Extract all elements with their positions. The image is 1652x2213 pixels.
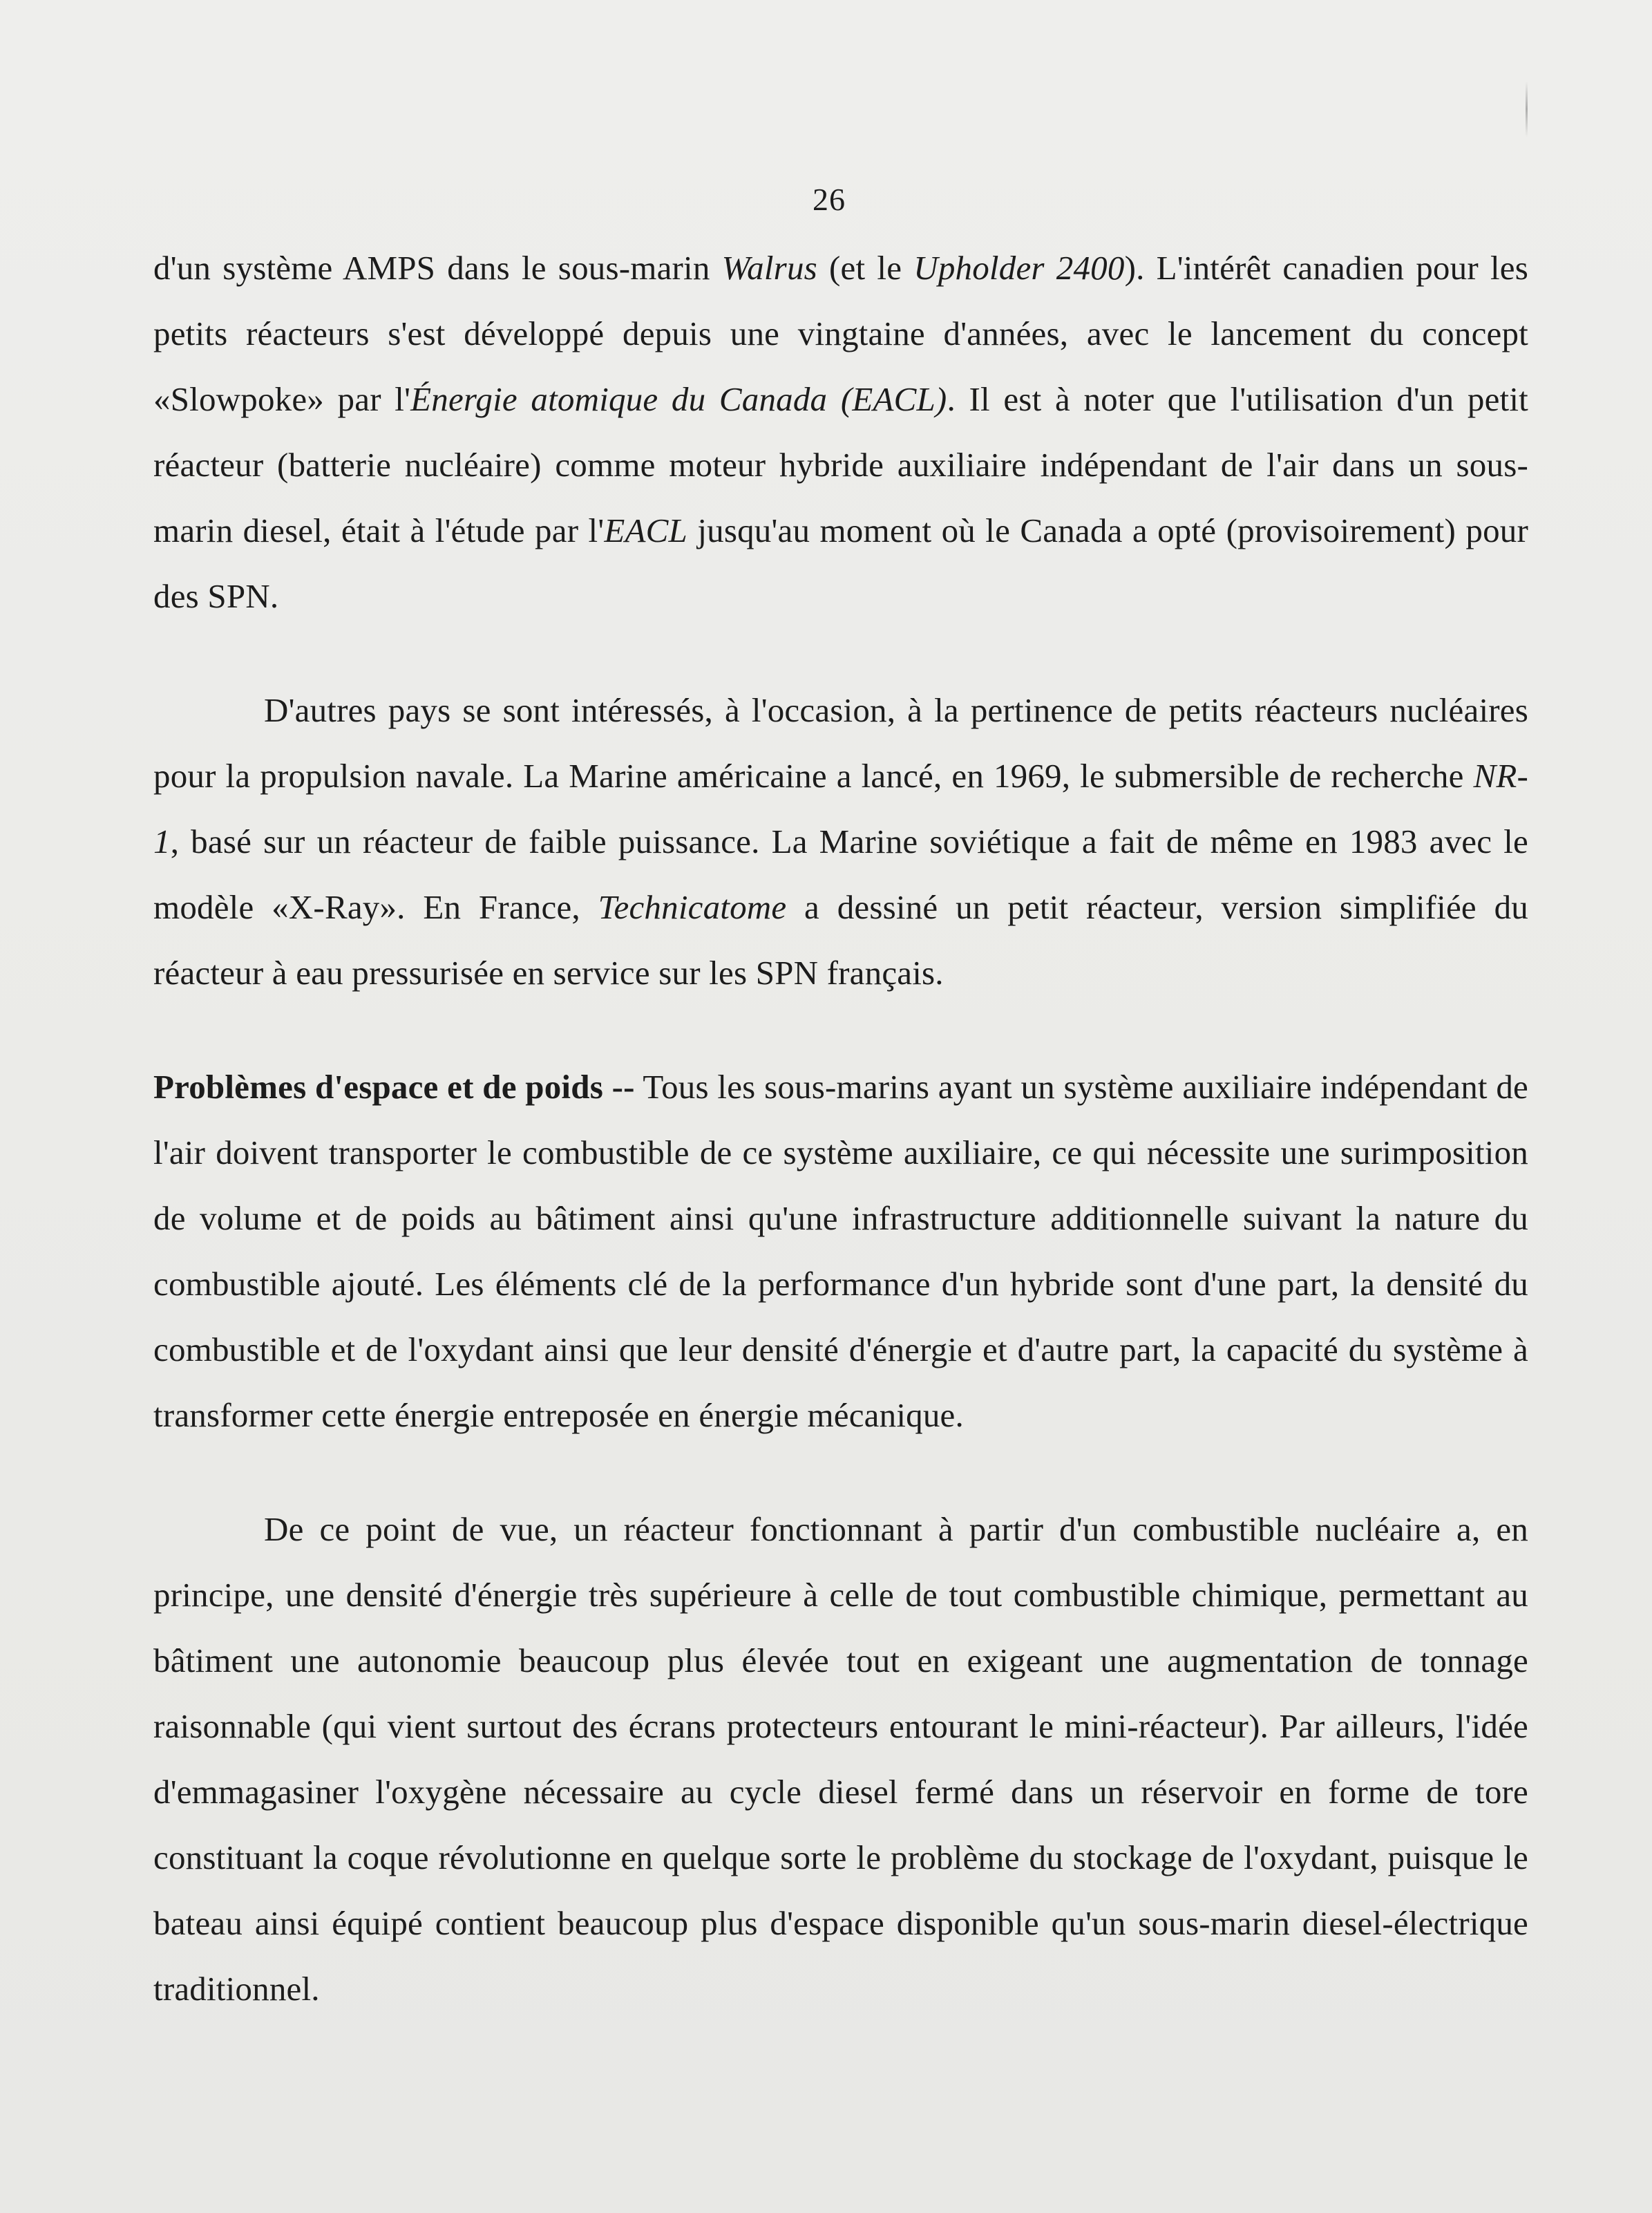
paragraph-1-text-1: d'un système AMPS dans le sous-marin: [153, 249, 722, 287]
scan-margin-mark: [1526, 82, 1528, 137]
paragraph-4: [153, 1496, 1528, 2022]
paragraph-1-italic-4: EACL: [604, 511, 687, 549]
body-text: [153, 235, 1528, 2022]
paragraph-2-italic-1: NR-1: [153, 757, 1528, 860]
paragraph-1-italic-2: Upholder 2400: [913, 249, 1125, 287]
paragraph-3: [153, 1054, 1528, 1448]
paragraph-2-text-1: D'autres pays se sont intéressés, à l'occasion, à la pertinence de petits réacteurs nucléaires pour la propulsion navale. La Marine américaine a lancé, en 1969, le submersible de recherche: [153, 691, 1528, 795]
paragraph-3-text: Tous les sous-marins ayant un système auxiliaire indépendant de l'air doivent transporter le combustible de ce système auxiliaire, ce qui nécessite une surimposition de volume et de poids au bâtiment ainsi qu'une infrastructure additionnelle suivant la nature du combustible ajouté. Les éléments clé de la performance d'un hybride sont d'une part, la densité du combustible et de l'oxydant ainsi que leur densité d'énergie et d'autre part, la capacité du système à transformer cette énergie entreposée en énergie mécanique.: [153, 1068, 1528, 1434]
paragraph-2: [153, 677, 1528, 1006]
page-number: 26: [813, 182, 846, 217]
paragraph-1-italic-1: Walrus: [721, 249, 817, 287]
paragraph-2-text-3: a dessiné un petit réacteur, version simplifiée du réacteur à eau pressurisée en service sur les SPN français.: [153, 888, 1528, 992]
paragraph-1-text-4: . Il est à noter que l'utilisation d'un petit réacteur (batterie nucléaire) comme moteur hybride auxiliaire indépendant de l'air dans un sous-marin diesel, était à l'étude par l': [153, 380, 1528, 549]
paragraph-1-italic-3: Énergie atomique du Canada (EACL): [410, 380, 947, 418]
section-heading: Problèmes d'espace et de poids --: [153, 1068, 635, 1106]
paragraph-2-text-2: , basé sur un réacteur de faible puissance. La Marine soviétique a fait de même en 1983 avec le modèle «X-Ray». En France,: [153, 822, 1528, 926]
paragraph-1-text-5: jusqu'au moment où le Canada a opté (provisoirement) pour des SPN.: [153, 511, 1528, 615]
paragraph-4-text: De ce point de vue, un réacteur fonctionnant à partir d'un combustible nucléaire a, en principe, une densité d'énergie très supérieure à celle de tout combustible chimique, permettant au bâtiment une autonomie beaucoup plus élevée tout en exigeant une augmentation de tonnage raisonnable (qui vient surtout des écrans protecteurs entourant le mini-réacteur). Par ailleurs, l'idée d'emmagasiner l'oxygène nécessaire au cycle diesel fermé dans un réservoir en forme de tore constituant la coque révolutionne en quelque sorte le problème du stockage de l'oxydant, puisque le bateau ainsi équipé contient beaucoup plus d'espace disponible qu'un sous-marin diesel-électrique traditionnel.: [153, 1510, 1528, 2008]
paragraph-1: [153, 235, 1528, 629]
paragraph-1-text-3: ). L'intérêt canadien pour les petits réacteurs s'est développé depuis une vingtaine d'années, avec le lancement du concept «Slowpoke» par l': [153, 249, 1528, 418]
paragraph-1-text-2: (et le: [817, 249, 914, 287]
paragraph-2-italic-2: Technicatome: [598, 888, 787, 926]
